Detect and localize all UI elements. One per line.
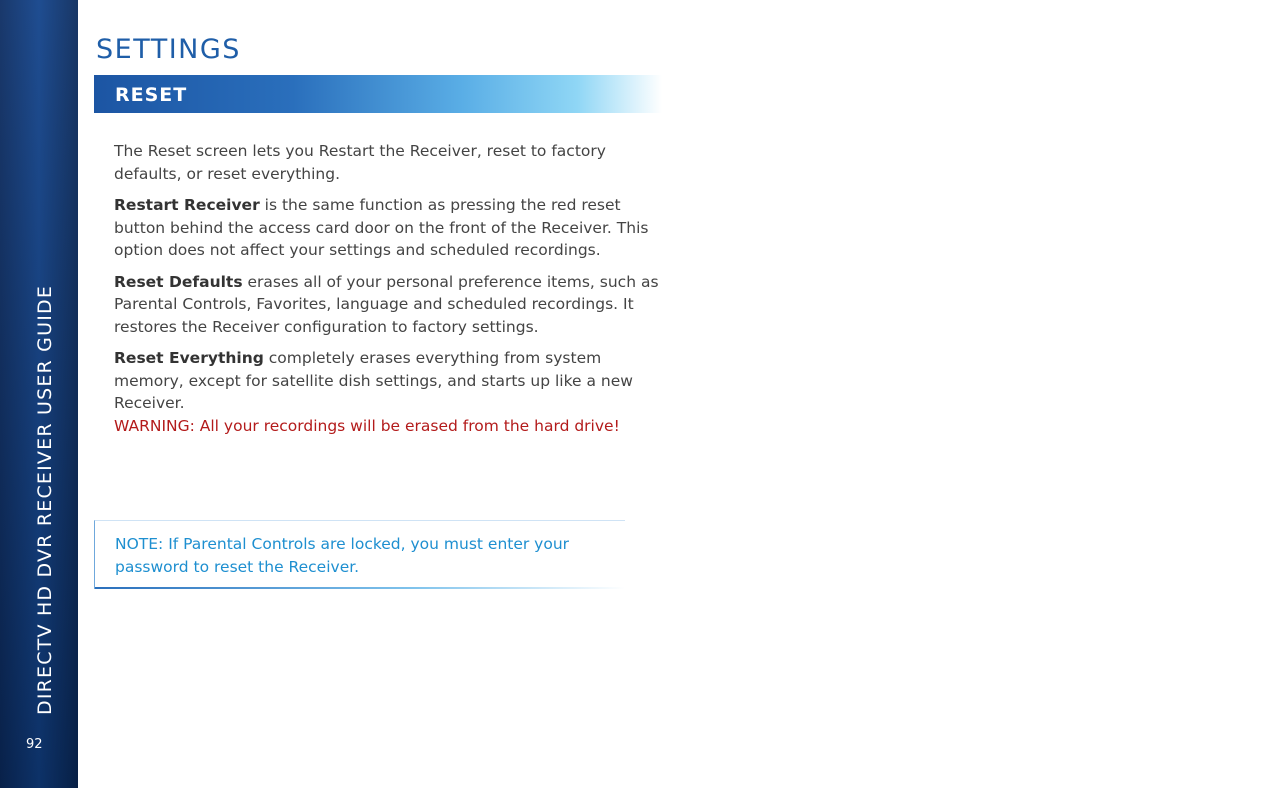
- reset-defaults-paragraph: [114, 271, 674, 339]
- sidebar: [0, 0, 78, 788]
- guide-title: DIRECTV HD DVR RECEIVER USER GUIDE: [34, 284, 56, 715]
- reset-everything-paragraph: [114, 347, 674, 437]
- note-box: [94, 520, 625, 589]
- section-title: SETTINGS: [96, 34, 241, 65]
- note-text: NOTE: If Parental Controls are locked, you must enter your password to reset the Receiver.: [115, 535, 570, 576]
- reset-defaults-term: Reset Defaults: [114, 272, 243, 291]
- reset-everything-term: Reset Everything: [114, 349, 264, 367]
- restart-receiver-paragraph: [114, 194, 674, 262]
- body-content: [114, 140, 674, 446]
- intro-paragraph: The Reset screen lets you Restart the Receiver, reset to factory defaults, or reset everything.: [114, 142, 606, 183]
- restart-receiver-text: is the same function as pressing the red reset button behind the access card door on the front of the Receiver. This option does not affect your settings and scheduled recordings.: [114, 196, 649, 259]
- banner-label: RESET: [115, 84, 188, 106]
- page-number: 92: [26, 737, 43, 752]
- reset-everything-text: completely erases everything from system memory, except for satellite dish settings, and starts up like a new Receiver.: [114, 349, 633, 412]
- warning-text: WARNING: All your recordings will be erased from the hard drive!: [114, 416, 620, 435]
- section-banner: [94, 75, 662, 113]
- restart-receiver-term: Restart Receiver: [114, 196, 260, 214]
- reset-defaults-text: erases all of your personal preference items, such as Parental Controls, Favorites, language and scheduled recordings. It restores the Receiver configuration to factory settings.: [114, 272, 659, 336]
- note-underline: [95, 587, 625, 589]
